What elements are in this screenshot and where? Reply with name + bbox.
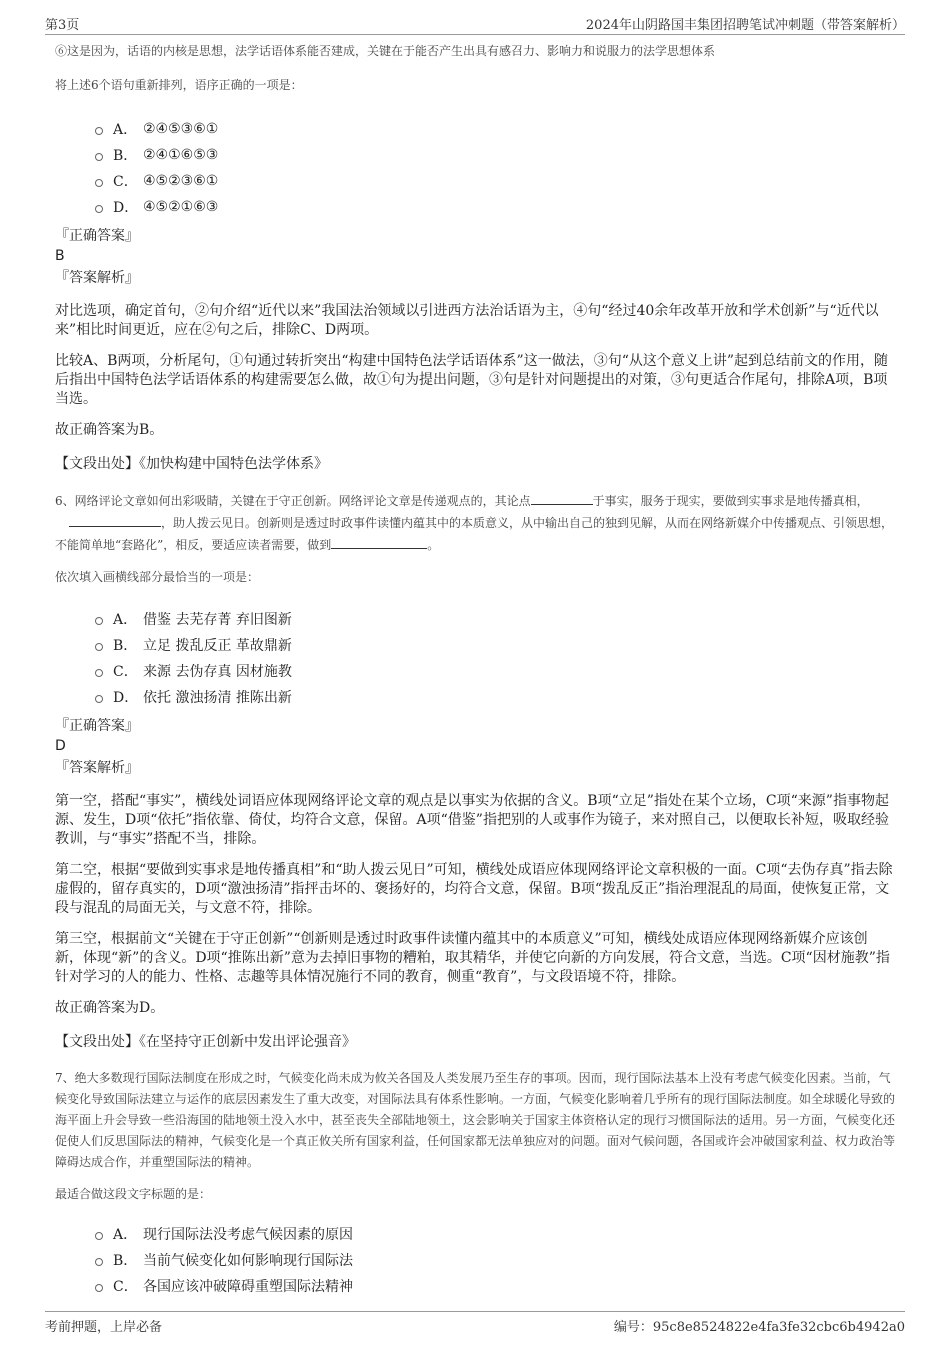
option-text: 各国应该冲破障碍重塑国际法精神 xyxy=(143,1279,353,1295)
option-letter: C． xyxy=(113,174,138,190)
option-text: 现行国际法没考虑气候因素的原因 xyxy=(143,1227,353,1243)
q6-analysis-4: 故正确答案为D。 xyxy=(55,1000,165,1016)
option-letter: D． xyxy=(113,690,139,706)
q5-sentence-6: ⑥这是因为，话语的内核是思想，法学话语体系能否建成，关键在于能否产生出具有感召力、影响力和说服力的法学思想体系 xyxy=(55,44,716,58)
q7-option-c[interactable] xyxy=(95,1273,895,1299)
q7-prompt: 最适合做这段文字标题的是： xyxy=(55,1187,212,1201)
q5-option-a[interactable] xyxy=(95,116,895,142)
radio-icon[interactable] xyxy=(95,127,103,135)
radio-icon[interactable] xyxy=(95,695,103,703)
option-text: 立足 拨乱反正 革故鼎新 xyxy=(143,638,292,654)
radio-icon[interactable] xyxy=(95,1232,103,1240)
q6-analysis-3: 第三空，根据前文“关键在于守正创新”“创新则是透过时政事件读懂内蕴其中的本质意义”可知，横线处成语应体现网络新媒介应该创新，体现“新”的含义。D项“推陈出新”意为去掉旧事物的糟粕，取其精华，并使它向新的方向发展，符合文意，当选。C项“因材施教”指针对学习的人的能力、性格、志趣等具体情况施行不同的教育，侧重“教育”，与文段语境不符，排除。 xyxy=(55,931,890,985)
radio-icon[interactable] xyxy=(95,1258,103,1266)
radio-icon[interactable] xyxy=(95,153,103,161)
footer-slogan: 考前押题，上岸必备 xyxy=(45,1320,163,1335)
q7-options xyxy=(95,1221,895,1299)
option-text: ②④①⑥⑤③ xyxy=(143,147,219,163)
q5-answer-label: 『正确答案』 xyxy=(55,228,139,244)
q7-option-a[interactable] xyxy=(95,1221,895,1247)
q6-answer-label: 『正确答案』 xyxy=(55,718,139,734)
option-letter: C． xyxy=(113,1279,138,1295)
q6-stem-part-2: 于事实，服务于现实，要做到实事求是地传播真相， xyxy=(592,494,869,508)
q6-stem-part-4: 。 xyxy=(427,538,440,552)
q6-option-a[interactable] xyxy=(95,606,895,632)
option-text: 借鉴 去芜存菁 弃旧图新 xyxy=(143,612,292,628)
blank-2 xyxy=(69,512,161,527)
q5-analysis-2: 比较A、B两项，分析尾句，①句通过转折突出“构建中国特色法学话语体系”这一做法，③句“从这个意义上讲”起到总结前文的作用，随后指出中国特色法学话语体系的构建需要怎么做，故①句为提出问题，③句是针对问题提出的对策，③句更适合作尾句，排除A项，B项当选。 xyxy=(55,353,889,407)
page-header xyxy=(45,12,905,35)
q5-source: 【文段出处】《加快构建中国特色法学体系》 xyxy=(55,456,328,472)
q6-stem-part-3: ，助人拨云见日。创新则是透过时政事件读懂内蕴其中的本质意义，从中输出自己的独到见解，从而在网络新媒介中传播观点、引领思想，不能简单地“套路化”，相反，要适应读者需要，做到 xyxy=(55,516,894,552)
q5-prompt: 将上述6个语句重新排列，语序正确的一项是： xyxy=(55,78,303,92)
radio-icon[interactable] xyxy=(95,205,103,213)
option-letter: B． xyxy=(113,638,138,654)
blank-1 xyxy=(531,490,593,505)
option-text: 当前气候变化如何影响现行国际法 xyxy=(143,1253,353,1269)
option-text: 依托 激浊扬清 推陈出新 xyxy=(143,690,292,706)
q6-analysis-label: 『答案解析』 xyxy=(55,760,139,776)
q6-options xyxy=(95,606,895,710)
q7-option-b[interactable] xyxy=(95,1247,895,1273)
page-footer xyxy=(45,1311,905,1338)
q6-source: 【文段出处】《在坚持守正创新中发出评论强音》 xyxy=(55,1034,356,1050)
q6-prompt: 依次填入画横线部分最恰当的一项是： xyxy=(55,570,260,584)
radio-icon[interactable] xyxy=(95,617,103,625)
page-number: 第3页 xyxy=(45,18,80,33)
option-letter: B． xyxy=(113,1253,138,1269)
option-text: ④⑤②③⑥① xyxy=(143,173,219,189)
option-letter: D． xyxy=(113,200,139,216)
document-code xyxy=(614,1316,905,1335)
q7-stem: 7、绝大多数现行国际法制度在形成之时，气候变化尚未成为攸关各国及人类发展乃至生存的事项。因而，现行国际法基本上没有考虑气候变化因素。当前，气候变化导致国际法建立与运作的底层因素发生了重大改变，对国际法具有体系性影响。一方面，气候变化影响着几乎所有的现行国际法制度。如全球暖化导致的海平面上升会导致一些沿海国的陆地领土没入水中，甚至丧失全部陆地领土，这会影响关于国家主体资格认定的现行习惯国际法的适用。另一方面，气候变化还促使人们反思国际法的精神，气候变化是一个真正攸关所有国家利益，任何国家都无法单独应对的问题。面对气候问题，各国或许会冲破国家利益、权力政治等障碍达成合作，并重塑国际法的精神。 xyxy=(55,1071,896,1169)
code-label: 编号： xyxy=(613,1320,653,1335)
q5-option-c[interactable] xyxy=(95,168,895,194)
option-text: ④⑤②①⑥③ xyxy=(143,199,219,215)
radio-icon[interactable] xyxy=(95,179,103,187)
option-letter: A． xyxy=(113,612,138,628)
q5-analysis-1: 对比选项，确定首句，②句介绍“近代以来”我国法治领域以引进西方法治话语为主，④句“经过40余年改革开放和学术创新”与“近代以来”相比时间更近，应在②句之后，排除C、D两项。 xyxy=(55,303,879,338)
option-text: 来源 去伪存真 因材施教 xyxy=(143,664,292,680)
q6-analysis-2: 第二空，根据“要做到实事求是地传播真相”和“助人拨云见日”可知，横线处成语应体现网络评论文章积极的一面。C项“去伪存真”指去除虚假的，留存真实的，D项“激浊扬清”指抨击坏的、褒扬好的，均符合文意，保留。B项“拨乱反正”指治理混乱的局面，使恢复正常，文段与混乱的局面无关，与文意不符，排除。 xyxy=(55,862,893,916)
radio-icon[interactable] xyxy=(95,669,103,677)
code-value: 95c8e8524822e4fa3fe32cbc6b4942a0 xyxy=(652,1320,905,1335)
q5-option-d[interactable] xyxy=(95,194,895,220)
q6-stem xyxy=(55,490,895,556)
q6-analysis-1: 第一空，搭配“事实”，横线处词语应体现网络评论文章的观点是以事实为依据的含义。B项“立足”指处在某个立场，C项“来源”指事物起源、发生，D项“依托”指依靠、倚仗，均符合文意，保留。A项“借鉴”指把别的人或事作为镜子，来对照自己，以便取长补短，吸取经验教训，与“事实”搭配不当，排除。 xyxy=(55,793,889,847)
q5-answer: B xyxy=(55,248,65,264)
q6-option-b[interactable] xyxy=(95,632,895,658)
document-title: 2024年山阴路国丰集团招聘笔试冲刺题（带答案解析） xyxy=(585,18,905,33)
option-letter: A． xyxy=(113,1227,138,1243)
q5-analysis-3: 故正确答案为B。 xyxy=(55,422,164,438)
q5-analysis-label: 『答案解析』 xyxy=(55,270,139,286)
option-letter: A． xyxy=(113,122,138,138)
q6-option-c[interactable] xyxy=(95,658,895,684)
blank-3 xyxy=(331,534,427,549)
q6-stem-part-1: 6、网络评论文章如何出彩吸睛，关键在于守正创新。网络评论文章是传递观点的，其论点 xyxy=(55,494,531,508)
q5-options xyxy=(95,116,895,220)
q6-answer: D xyxy=(55,738,66,754)
radio-icon[interactable] xyxy=(95,643,103,651)
page-content xyxy=(55,40,895,1299)
q5-option-b[interactable] xyxy=(95,142,895,168)
q6-option-d[interactable] xyxy=(95,684,895,710)
option-letter: B． xyxy=(113,148,138,164)
option-text: ②④⑤③⑥① xyxy=(143,121,219,137)
option-letter: C． xyxy=(113,664,138,680)
radio-icon[interactable] xyxy=(95,1284,103,1292)
